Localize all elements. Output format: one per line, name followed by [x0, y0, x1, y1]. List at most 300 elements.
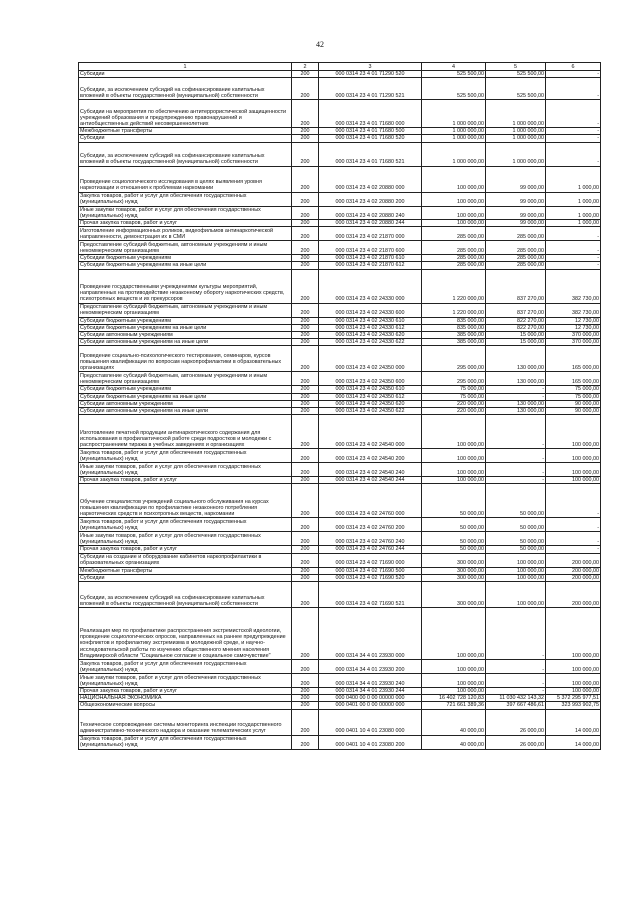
- row-code: 200: [292, 735, 319, 749]
- row-code: 200: [292, 346, 319, 372]
- row-code: 200: [292, 78, 319, 100]
- row-name: Предоставление субсидий бюджетным, автономным учреждениям и иным некоммерческим организациям: [79, 241, 292, 255]
- row-executed-amount: 50 000,00: [486, 546, 546, 553]
- row-code: 200: [292, 100, 319, 128]
- row-executed-amount: 130 000,00: [486, 346, 546, 372]
- row-executed-amount: -: [486, 608, 546, 660]
- table-row: [79, 449, 601, 463]
- row-executed-amount: 837 270,00: [486, 303, 546, 317]
- row-remaining-amount: 382 730,00: [546, 303, 601, 317]
- row-remaining-amount: 5 372 295 977,51: [546, 695, 601, 702]
- row-name: Техническое сопровождение системы мониторинга инспекции государственного административно-технического надзора и оказание телематических услуг: [79, 709, 292, 735]
- row-code: 200: [292, 660, 319, 674]
- row-name: Субсидии бюджетным учреждениям: [79, 386, 292, 393]
- row-name: Реализация мер по профилактике распространения экстремистской идеологии, проведение социологических опросов, направленных на раннее предупреждение конфликтов и профилактику экстремизма в молодежной среде, и научно-исследовательской работы по изучению общественного мнения населения Владимирской области "Социальное согласие и социальное самочувствие": [79, 608, 292, 660]
- row-approved-amount: 1 000 000,00: [422, 142, 486, 166]
- row-approved-amount: 835 000,00: [422, 317, 486, 324]
- row-code: 200: [292, 608, 319, 660]
- row-code: 200: [292, 484, 319, 518]
- table-row: [79, 674, 601, 688]
- table-row: [79, 128, 601, 135]
- row-code: 200: [292, 393, 319, 400]
- table-row: [79, 709, 601, 735]
- row-remaining-amount: -: [546, 262, 601, 269]
- row-code: 200: [292, 192, 319, 206]
- table-row: [79, 100, 601, 128]
- row-code: 200: [292, 255, 319, 262]
- row-classification-code: 000 0314 23 4 02 24350 622: [319, 408, 422, 415]
- row-classification-code: 000 0314 23 4 02 71690 520: [319, 574, 422, 581]
- table-row: [79, 400, 601, 407]
- table-row: [79, 415, 601, 449]
- table-row: [79, 220, 601, 227]
- row-approved-amount: 100 000,00: [422, 220, 486, 227]
- row-name: Субсидии автономным учреждениям на иные цели: [79, 339, 292, 346]
- row-code: 200: [292, 241, 319, 255]
- row-approved-amount: 300 000,00: [422, 582, 486, 608]
- row-name: Иные закупки товаров, работ и услуг для обеспечения государственных (муниципальных) нужд: [79, 206, 292, 219]
- table-row: [79, 269, 601, 303]
- row-remaining-amount: -: [546, 78, 601, 100]
- row-executed-amount: -: [486, 449, 546, 463]
- table-row: [79, 332, 601, 339]
- row-classification-code: 000 0314 23 4 02 24330 620: [319, 332, 422, 339]
- row-remaining-amount: 165 000,00: [546, 372, 601, 386]
- row-executed-amount: 26 000,00: [486, 735, 546, 749]
- row-remaining-amount: 12 730,00: [546, 324, 601, 331]
- row-classification-code: 000 0314 23 4 02 71690 500: [319, 567, 422, 574]
- row-name: Субсидии бюджетным учреждениям на иные цели: [79, 393, 292, 400]
- row-name: Изготовление информационных роликов, видеофильмов антинаркотической направленности, демонстрация их в СМИ: [79, 227, 292, 241]
- row-approved-amount: 100 000,00: [422, 688, 486, 695]
- row-classification-code: 000 0314 34 4 01 23930 244: [319, 688, 422, 695]
- row-classification-code: 000 0314 23 4 02 24330 600: [319, 303, 422, 317]
- row-name: Проведение государственными учреждениями культуры мероприятий, направленных на противодействие незаконному обороту наркотических средств, психотропных веществ и их прекурсоров: [79, 269, 292, 303]
- row-approved-amount: 295 000,00: [422, 346, 486, 372]
- table-row: [79, 142, 601, 166]
- row-executed-amount: 822 270,00: [486, 324, 546, 331]
- row-remaining-amount: -: [546, 255, 601, 262]
- row-executed-amount: 130 000,00: [486, 372, 546, 386]
- table-row: [79, 567, 601, 574]
- row-code: 200: [292, 206, 319, 219]
- row-remaining-amount: -: [546, 71, 601, 78]
- row-code: 200: [292, 518, 319, 532]
- row-classification-code: 000 0314 23 4 02 24350 000: [319, 346, 422, 372]
- row-remaining-amount: -: [546, 518, 601, 532]
- row-classification-code: 000 0314 23 4 02 24760 244: [319, 546, 422, 553]
- row-approved-amount: 100 000,00: [422, 608, 486, 660]
- row-classification-code: 000 0314 23 4 02 24540 244: [319, 477, 422, 484]
- row-remaining-amount: -: [546, 227, 601, 241]
- row-approved-amount: 100 000,00: [422, 477, 486, 484]
- row-remaining-amount: 100 000,00: [546, 477, 601, 484]
- row-approved-amount: 285 000,00: [422, 262, 486, 269]
- row-classification-code: 000 0314 23 4 02 24330 000: [319, 269, 422, 303]
- table-row: [79, 324, 601, 331]
- row-code: 200: [292, 553, 319, 567]
- row-approved-amount: 75 000,00: [422, 386, 486, 393]
- row-code: 200: [292, 709, 319, 735]
- row-executed-amount: 397 667 486,61: [486, 702, 546, 709]
- row-approved-amount: 100 000,00: [422, 192, 486, 206]
- row-classification-code: 000 0314 23 4 02 24350 620: [319, 400, 422, 407]
- row-code: 200: [292, 582, 319, 608]
- row-approved-amount: 100 000,00: [422, 463, 486, 477]
- row-approved-amount: 75 000,00: [422, 393, 486, 400]
- column-header-row: [79, 63, 601, 71]
- row-remaining-amount: 100 000,00: [546, 688, 601, 695]
- row-classification-code: 000 0314 23 4 02 71690 000: [319, 553, 422, 567]
- column-header: 2: [292, 63, 319, 71]
- row-name: Субсидии бюджетным учреждениям: [79, 317, 292, 324]
- row-remaining-amount: 75 000,00: [546, 386, 601, 393]
- row-code: 200: [292, 339, 319, 346]
- row-executed-amount: -: [486, 688, 546, 695]
- row-remaining-amount: 323 993 902,75: [546, 702, 601, 709]
- row-executed-amount: 130 000,00: [486, 408, 546, 415]
- row-name: Субсидии автономным учреждениям на иные цели: [79, 408, 292, 415]
- row-approved-amount: 1 000 000,00: [422, 128, 486, 135]
- row-remaining-amount: 1 000,00: [546, 192, 601, 206]
- row-classification-code: 000 0314 23 4 01 71680 521: [319, 142, 422, 166]
- row-executed-amount: 285 000,00: [486, 262, 546, 269]
- row-executed-amount: 837 270,00: [486, 269, 546, 303]
- row-name: Межбюджетные трансферты: [79, 567, 292, 574]
- row-approved-amount: 300 000,00: [422, 553, 486, 567]
- row-remaining-amount: 100 000,00: [546, 463, 601, 477]
- row-approved-amount: 100 000,00: [422, 449, 486, 463]
- table-row: [79, 386, 601, 393]
- row-name: Субсидии, за исключением субсидий на софинансирование капитальных вложений в объекты государственной (муниципальной) собственности: [79, 78, 292, 100]
- row-code: 200: [292, 128, 319, 135]
- row-remaining-amount: -: [546, 546, 601, 553]
- row-remaining-amount: 1 000,00: [546, 166, 601, 192]
- row-name: Субсидии, за исключением субсидий на софинансирование капитальных вложений в объекты государственной (муниципальной) собственности: [79, 142, 292, 166]
- row-classification-code: 000 0314 23 4 02 24760 000: [319, 484, 422, 518]
- row-executed-amount: 1 000 000,00: [486, 142, 546, 166]
- row-code: 200: [292, 695, 319, 702]
- row-name: Закупка товаров, работ и услуг для обеспечения государственных (муниципальных) нужд: [79, 518, 292, 532]
- table-row: [79, 463, 601, 477]
- table-row: [79, 477, 601, 484]
- row-executed-amount: 285 000,00: [486, 227, 546, 241]
- row-executed-amount: -: [486, 386, 546, 393]
- row-approved-amount: 1 220 000,00: [422, 269, 486, 303]
- row-approved-amount: 100 000,00: [422, 674, 486, 688]
- row-approved-amount: 525 500,00: [422, 78, 486, 100]
- table-row: [79, 339, 601, 346]
- row-code: 200: [292, 386, 319, 393]
- row-executed-amount: -: [486, 477, 546, 484]
- row-classification-code: 000 0401 10 4 01 23080 200: [319, 735, 422, 749]
- row-classification-code: 000 0314 23 4 02 20880 244: [319, 220, 422, 227]
- row-remaining-amount: -: [546, 142, 601, 166]
- row-approved-amount: 220 000,00: [422, 400, 486, 407]
- row-approved-amount: 50 000,00: [422, 532, 486, 546]
- row-name: НАЦИОНАЛЬНАЯ ЭКОНОМИКА: [79, 695, 292, 702]
- table-row: [79, 702, 601, 709]
- row-remaining-amount: 100 000,00: [546, 608, 601, 660]
- row-classification-code: 000 0314 23 4 02 24330 610: [319, 317, 422, 324]
- row-classification-code: 000 0314 23 4 02 21870 610: [319, 255, 422, 262]
- row-remaining-amount: 100 000,00: [546, 674, 601, 688]
- row-name: Общеэкономические вопросы: [79, 702, 292, 709]
- row-name: Закупка товаров, работ и услуг для обеспечения государственных (муниципальных) нужд: [79, 660, 292, 674]
- row-executed-amount: 15 000,00: [486, 332, 546, 339]
- table-row: [79, 227, 601, 241]
- row-approved-amount: 100 000,00: [422, 166, 486, 192]
- row-remaining-amount: 100 000,00: [546, 449, 601, 463]
- row-remaining-amount: -: [546, 241, 601, 255]
- row-approved-amount: 100 000,00: [422, 415, 486, 449]
- row-approved-amount: 1 220 000,00: [422, 303, 486, 317]
- row-classification-code: 000 0314 34 4 01 23930 200: [319, 660, 422, 674]
- row-executed-amount: 130 000,00: [486, 400, 546, 407]
- row-code: 200: [292, 574, 319, 581]
- row-executed-amount: 100 000,00: [486, 553, 546, 567]
- row-remaining-amount: 14 000,00: [546, 709, 601, 735]
- row-remaining-amount: -: [546, 484, 601, 518]
- row-remaining-amount: 200 000,00: [546, 574, 601, 581]
- table-row: [79, 688, 601, 695]
- table-row: [79, 660, 601, 674]
- row-code: 200: [292, 372, 319, 386]
- table-row: [79, 582, 601, 608]
- row-name: Субсидии автономным учреждениям: [79, 332, 292, 339]
- row-approved-amount: 50 000,00: [422, 546, 486, 553]
- row-name: Иные закупки товаров, работ и услуг для обеспечения государственных (муниципальных) нужд: [79, 532, 292, 546]
- row-approved-amount: 50 000,00: [422, 518, 486, 532]
- row-classification-code: 000 0400 00 0 00 00000 000: [319, 695, 422, 702]
- column-header: 1: [79, 63, 292, 71]
- row-executed-amount: 525 500,00: [486, 78, 546, 100]
- row-executed-amount: 100 000,00: [486, 567, 546, 574]
- row-classification-code: 000 0314 23 4 01 71680 500: [319, 128, 422, 135]
- row-code: 200: [292, 532, 319, 546]
- table-row: [79, 241, 601, 255]
- row-name: Иные закупки товаров, работ и услуг для обеспечения государственных (муниципальных) нужд: [79, 674, 292, 688]
- row-classification-code: 000 0314 23 4 02 20880 000: [319, 166, 422, 192]
- column-header: 6: [546, 63, 601, 71]
- row-code: 200: [292, 317, 319, 324]
- row-code: 200: [292, 332, 319, 339]
- row-code: 200: [292, 220, 319, 227]
- table-body: [79, 71, 601, 750]
- row-classification-code: 000 0314 23 4 02 24330 622: [319, 339, 422, 346]
- table-row: [79, 135, 601, 142]
- row-remaining-amount: 90 000,00: [546, 408, 601, 415]
- row-remaining-amount: -: [546, 135, 601, 142]
- row-classification-code: 000 0314 23 4 02 24350 600: [319, 372, 422, 386]
- row-remaining-amount: -: [546, 128, 601, 135]
- row-remaining-amount: -: [546, 100, 601, 128]
- row-name: Закупка товаров, работ и услуг для обеспечения государственных (муниципальных) нужд: [79, 449, 292, 463]
- row-name: Субсидии на создание и оборудование кабинетов наркопрофилактики в образовательных организациях: [79, 553, 292, 567]
- table-row: [79, 317, 601, 324]
- row-executed-amount: -: [486, 674, 546, 688]
- table-row: [79, 393, 601, 400]
- row-code: 200: [292, 71, 319, 78]
- row-approved-amount: 220 000,00: [422, 408, 486, 415]
- row-remaining-amount: -: [546, 532, 601, 546]
- table-row: [79, 553, 601, 567]
- table-row: [79, 303, 601, 317]
- row-name: Предоставление субсидий бюджетным, автономным учреждениям и иным некоммерческим организациям: [79, 303, 292, 317]
- row-executed-amount: 100 000,00: [486, 582, 546, 608]
- row-approved-amount: 385 000,00: [422, 339, 486, 346]
- row-executed-amount: 285 000,00: [486, 255, 546, 262]
- table-row: [79, 71, 601, 78]
- row-executed-amount: 1 000 000,00: [486, 135, 546, 142]
- table-row: [79, 255, 601, 262]
- table-row: [79, 166, 601, 192]
- row-code: 200: [292, 449, 319, 463]
- row-name: Прочая закупка товаров, работ и услуг: [79, 220, 292, 227]
- row-code: 200: [292, 324, 319, 331]
- table-row: [79, 346, 601, 372]
- row-name: Проведение социально-психологического тестирования, семинаров, курсов повышения квалификации по вопросам наркопрофилактики в образовательных организациях: [79, 346, 292, 372]
- row-code: 200: [292, 674, 319, 688]
- row-code: 200: [292, 166, 319, 192]
- row-classification-code: 000 0314 23 4 02 24760 200: [319, 518, 422, 532]
- row-name: Субсидии: [79, 574, 292, 581]
- table-row: [79, 532, 601, 546]
- row-classification-code: 000 0314 23 4 02 24330 612: [319, 324, 422, 331]
- row-code: 200: [292, 227, 319, 241]
- row-remaining-amount: 382 730,00: [546, 269, 601, 303]
- row-code: 200: [292, 567, 319, 574]
- row-name: Иные закупки товаров, работ и услуг для обеспечения государственных (муниципальных) нужд: [79, 463, 292, 477]
- row-classification-code: 000 0314 23 4 02 24540 200: [319, 449, 422, 463]
- row-classification-code: 000 0314 23 4 01 71680 000: [319, 100, 422, 128]
- row-executed-amount: 50 000,00: [486, 518, 546, 532]
- row-remaining-amount: 200 000,00: [546, 582, 601, 608]
- row-executed-amount: 285 000,00: [486, 241, 546, 255]
- row-executed-amount: 50 000,00: [486, 484, 546, 518]
- table-row: [79, 546, 601, 553]
- row-code: 200: [292, 463, 319, 477]
- table-row: [79, 192, 601, 206]
- row-executed-amount: 525 500,00: [486, 71, 546, 78]
- row-code: 200: [292, 135, 319, 142]
- row-executed-amount: 15 000,00: [486, 339, 546, 346]
- row-executed-amount: 99 000,00: [486, 206, 546, 219]
- row-classification-code: 000 0314 23 4 01 71680 520: [319, 135, 422, 142]
- row-executed-amount: -: [486, 660, 546, 674]
- row-classification-code: 000 0314 23 4 02 21870 612: [319, 262, 422, 269]
- row-approved-amount: 285 000,00: [422, 227, 486, 241]
- row-executed-amount: 1 000 000,00: [486, 100, 546, 128]
- table-row: [79, 408, 601, 415]
- row-executed-amount: -: [486, 393, 546, 400]
- table-row: [79, 484, 601, 518]
- row-approved-amount: 50 000,00: [422, 484, 486, 518]
- row-name: Субсидии бюджетным учреждениям на иные цели: [79, 262, 292, 269]
- row-name: Субсидии, за исключением субсидий на софинансирование капитальных вложений в объекты государственной (муниципальной) собственности: [79, 582, 292, 608]
- row-executed-amount: 99 000,00: [486, 192, 546, 206]
- row-remaining-amount: 200 000,00: [546, 567, 601, 574]
- row-approved-amount: 100 000,00: [422, 206, 486, 219]
- row-approved-amount: 295 000,00: [422, 372, 486, 386]
- row-code: 200: [292, 477, 319, 484]
- row-executed-amount: 50 000,00: [486, 532, 546, 546]
- row-remaining-amount: 100 000,00: [546, 415, 601, 449]
- row-classification-code: 000 0314 23 4 02 20880 200: [319, 192, 422, 206]
- row-code: 200: [292, 688, 319, 695]
- row-approved-amount: 385 000,00: [422, 332, 486, 339]
- row-executed-amount: 100 000,00: [486, 574, 546, 581]
- table-row: [79, 372, 601, 386]
- row-code: 200: [292, 702, 319, 709]
- row-classification-code: 000 0314 23 4 01 71290 520: [319, 71, 422, 78]
- row-code: 200: [292, 269, 319, 303]
- row-remaining-amount: 370 000,00: [546, 339, 601, 346]
- table-row: [79, 608, 601, 660]
- row-classification-code: 000 0314 23 4 02 20880 240: [319, 206, 422, 219]
- row-name: Прочая закупка товаров, работ и услуг: [79, 546, 292, 553]
- row-executed-amount: 1 000 000,00: [486, 128, 546, 135]
- column-header: 5: [486, 63, 546, 71]
- row-name: Прочая закупка товаров, работ и услуг: [79, 688, 292, 695]
- row-remaining-amount: 14 000,00: [546, 735, 601, 749]
- row-approved-amount: 40 000,00: [422, 709, 486, 735]
- row-executed-amount: -: [486, 463, 546, 477]
- row-remaining-amount: 1 000,00: [546, 206, 601, 219]
- row-name: Обучение специалистов учреждений социального обслуживания на курсах повышения квалификации по профилактике незаконного потребления наркотических средств и психотропных веществ, наркомании: [79, 484, 292, 518]
- row-code: 200: [292, 546, 319, 553]
- row-name: Межбюджетные трансферты: [79, 128, 292, 135]
- row-classification-code: 000 0314 23 4 02 21870 000: [319, 227, 422, 241]
- row-classification-code: 000 0314 23 4 02 21870 600: [319, 241, 422, 255]
- budget-table: [78, 62, 601, 750]
- row-remaining-amount: 12 730,00: [546, 317, 601, 324]
- row-remaining-amount: 75 000,00: [546, 393, 601, 400]
- row-remaining-amount: 165 000,00: [546, 346, 601, 372]
- row-classification-code: 000 0314 23 4 02 71690 521: [319, 582, 422, 608]
- row-approved-amount: 300 000,00: [422, 567, 486, 574]
- row-name: Субсидии бюджетным учреждениям на иные цели: [79, 324, 292, 331]
- row-approved-amount: 300 000,00: [422, 574, 486, 581]
- row-code: 200: [292, 303, 319, 317]
- row-name: Предоставление субсидий бюджетным, автономным учреждениям и иным некоммерческим организациям: [79, 372, 292, 386]
- page-number: 42: [316, 40, 324, 49]
- row-approved-amount: 100 000,00: [422, 660, 486, 674]
- row-remaining-amount: 370 000,00: [546, 332, 601, 339]
- row-name: Проведение социологического исследования в целях выявления уровня наркотизации и отношения к проблемам наркомании: [79, 166, 292, 192]
- row-name: Субсидии на мероприятия по обеспечению антитеррористической защищенности учреждений образования и предупреждению правонарушений и антиобщественных действий несовершеннолетних: [79, 100, 292, 128]
- column-header: 3: [319, 63, 422, 71]
- row-code: 200: [292, 142, 319, 166]
- row-remaining-amount: 100 000,00: [546, 660, 601, 674]
- row-classification-code: 000 0314 23 4 02 24350 612: [319, 393, 422, 400]
- row-executed-amount: 99 000,00: [486, 220, 546, 227]
- table-row: [79, 695, 601, 702]
- row-approved-amount: 721 661 389,36: [422, 702, 486, 709]
- row-code: 200: [292, 262, 319, 269]
- row-executed-amount: -: [486, 415, 546, 449]
- row-classification-code: 000 0314 23 4 02 24540 000: [319, 415, 422, 449]
- row-classification-code: 000 0314 34 4 01 23930 000: [319, 608, 422, 660]
- row-executed-amount: 99 000,00: [486, 166, 546, 192]
- row-classification-code: 000 0314 23 4 02 24350 610: [319, 386, 422, 393]
- row-name: Изготовление печатной продукции антинаркотического содержания для использования в профилактической работе среди подростков и молодежи с распространением тиража в учебных заведениях и организациях: [79, 415, 292, 449]
- row-approved-amount: 40 000,00: [422, 735, 486, 749]
- row-code: 200: [292, 408, 319, 415]
- column-header: 4: [422, 63, 486, 71]
- row-name: Субсидии автономным учреждениям: [79, 400, 292, 407]
- row-remaining-amount: 90 000,00: [546, 400, 601, 407]
